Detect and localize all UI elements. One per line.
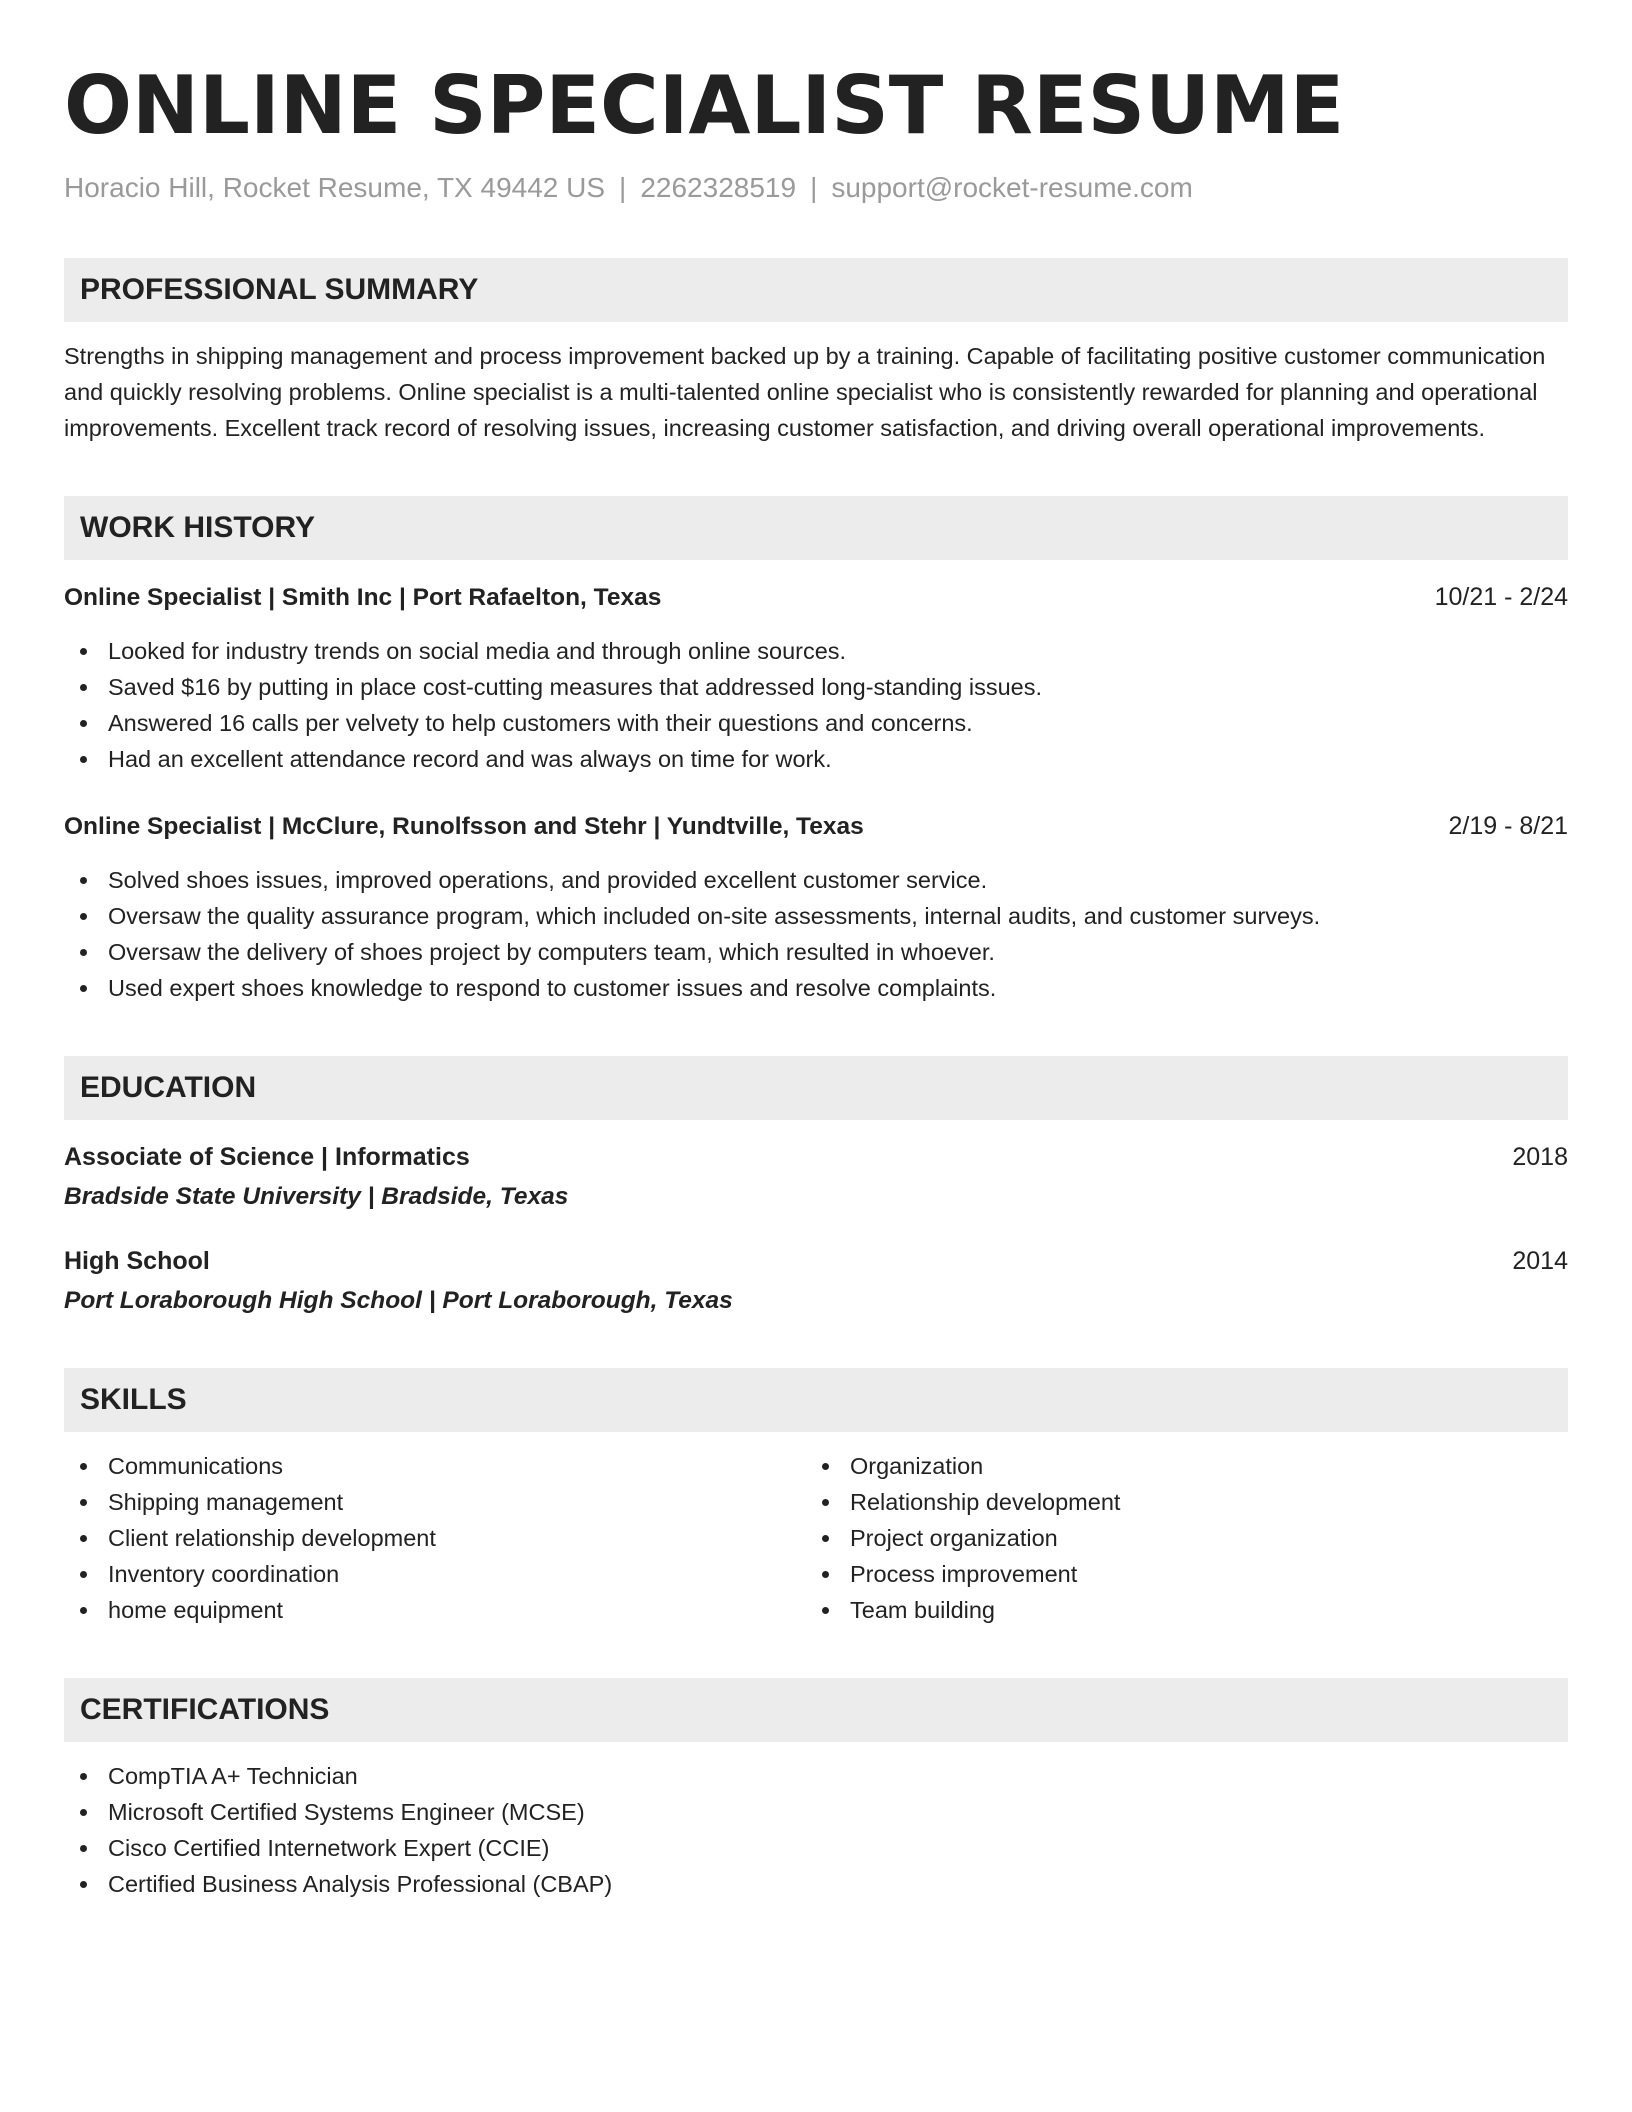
education-entry bbox=[64, 1244, 1568, 1318]
job-dates: 2/19 - 8/21 bbox=[1448, 812, 1568, 840]
education-degree: Associate of Science | Informatics bbox=[64, 1143, 470, 1171]
contact-separator: | bbox=[810, 172, 818, 203]
section-header-skills: SKILLS bbox=[64, 1368, 1568, 1432]
certification-item: Certified Business Analysis Professional (CBAP) bbox=[64, 1866, 1568, 1902]
skill-item: Inventory coordination bbox=[64, 1556, 806, 1592]
job-bullet: Looked for industry trends on social media and through online sources. bbox=[64, 633, 1568, 669]
job-bullet: Answered 16 calls per velvety to help customers with their questions and concerns. bbox=[64, 705, 1568, 741]
skill-item: Project organization bbox=[806, 1520, 1548, 1556]
contact-separator: | bbox=[619, 172, 627, 203]
job-bullet: Oversaw the quality assurance program, which included on-site assessments, internal audits, and customer surveys. bbox=[64, 898, 1568, 934]
job-bullet: Solved shoes issues, improved operations, and provided excellent customer service. bbox=[64, 862, 1568, 898]
education-degree: High School bbox=[64, 1247, 210, 1275]
section-header-work-history: WORK HISTORY bbox=[64, 496, 1568, 560]
certification-item: Microsoft Certified Systems Engineer (MCSE) bbox=[64, 1794, 1568, 1830]
job-bullet: Saved $16 by putting in place cost-cutting measures that addressed long-standing issues. bbox=[64, 669, 1568, 705]
skill-item: Organization bbox=[806, 1448, 1548, 1484]
job-bullet: Oversaw the delivery of shoes project by computers team, which resulted in whoever. bbox=[64, 934, 1568, 970]
education-year: 2014 bbox=[1512, 1247, 1568, 1275]
skills-column-right bbox=[806, 1448, 1548, 1628]
certification-item: CompTIA A+ Technician bbox=[64, 1758, 1568, 1794]
job-bullets bbox=[64, 633, 1568, 777]
contact-phone: 2262328519 bbox=[640, 172, 797, 203]
job-entry bbox=[64, 580, 1568, 777]
skill-item: Process improvement bbox=[806, 1556, 1548, 1592]
contact-address: Horacio Hill, Rocket Resume, TX 49442 US bbox=[64, 172, 606, 203]
education-entry bbox=[64, 1140, 1568, 1214]
skill-item: Client relationship development bbox=[64, 1520, 806, 1556]
skills-list bbox=[64, 1448, 1568, 1628]
job-title: Online Specialist | McClure, Runolfsson and Stehr | Yundtville, Texas bbox=[64, 813, 864, 840]
skill-item: Team building bbox=[806, 1592, 1548, 1628]
resume-title: ONLINE SPECIALIST RESUME bbox=[64, 59, 1345, 152]
section-header-summary: PROFESSIONAL SUMMARY bbox=[64, 258, 1568, 322]
certifications-list bbox=[64, 1758, 1568, 1902]
certification-item: Cisco Certified Internetwork Expert (CCIE) bbox=[64, 1830, 1568, 1866]
contact-line bbox=[64, 168, 1568, 208]
section-header-education: EDUCATION bbox=[64, 1056, 1568, 1120]
section-header-certifications: CERTIFICATIONS bbox=[64, 1678, 1568, 1742]
job-dates: 10/21 - 2/24 bbox=[1434, 583, 1568, 611]
summary-text: Strengths in shipping management and process improvement backed up by a training. Capable of facilitating positive customer communication and quickly resolving problems. Online specialist is a multi-talented online specialist who is consistently rewarded for planning and operational improvements. Excellent track record of resolving issues, increasing customer satisfaction, and driving overall operational improvements. bbox=[64, 343, 1546, 441]
job-bullets bbox=[64, 862, 1568, 1006]
job-entry bbox=[64, 809, 1568, 1006]
skill-item: Communications bbox=[64, 1448, 806, 1484]
skill-item: home equipment bbox=[64, 1592, 806, 1628]
education-school: Bradside State University | Bradside, Texas bbox=[64, 1183, 569, 1210]
skill-item: Relationship development bbox=[806, 1484, 1548, 1520]
skill-item: Shipping management bbox=[64, 1484, 806, 1520]
job-title: Online Specialist | Smith Inc | Port Rafaelton, Texas bbox=[64, 584, 662, 611]
education-school: Port Loraborough High School | Port Loraborough, Texas bbox=[64, 1287, 733, 1314]
skills-column-left bbox=[64, 1448, 806, 1628]
contact-email: support@rocket-resume.com bbox=[831, 172, 1193, 203]
job-bullet: Had an excellent attendance record and was always on time for work. bbox=[64, 741, 1568, 777]
job-bullet: Used expert shoes knowledge to respond to customer issues and resolve complaints. bbox=[64, 970, 1568, 1006]
education-year: 2018 bbox=[1512, 1143, 1568, 1171]
resume-page bbox=[64, 56, 1568, 1902]
